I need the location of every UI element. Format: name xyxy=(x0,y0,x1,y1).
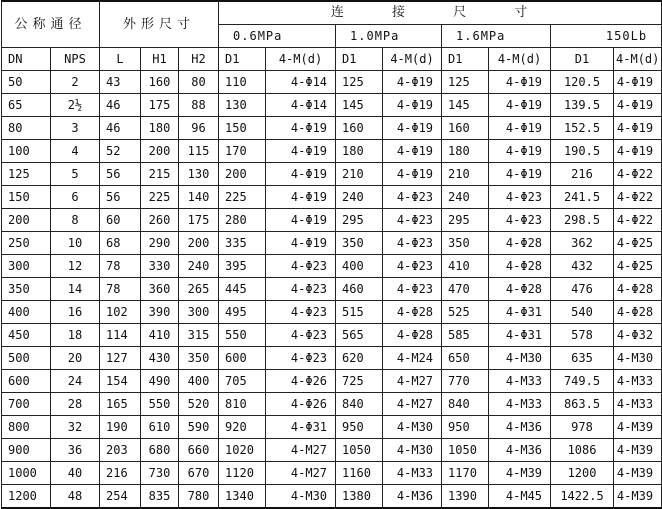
cell-bolts-1-6mpa: 4-Φ19 xyxy=(489,117,551,140)
cell-bolts-1-0mpa: 4-Φ23 xyxy=(383,232,442,255)
header-nominal-diameter: 公称通径 xyxy=(2,1,100,48)
cell-d1-1-6mpa: 585 xyxy=(442,324,489,347)
cell-d1-0-6mpa: 600 xyxy=(219,347,266,370)
cell-l: 127 xyxy=(100,347,141,370)
cell-dn: 150 xyxy=(2,186,51,209)
column-header-d1-150lb: D1 xyxy=(551,48,614,71)
cell-d1-0-6mpa: 1020 xyxy=(219,439,266,462)
table-row xyxy=(2,485,662,509)
cell-bolts-1-6mpa: 4-Φ28 xyxy=(489,232,551,255)
cell-bolts-1-0mpa: 4-Φ23 xyxy=(383,278,442,301)
cell-d1-0-6mpa: 920 xyxy=(219,416,266,439)
cell-d1-1-0mpa: 1380 xyxy=(336,485,383,509)
cell-d1-150lb: 1422.5 xyxy=(551,485,614,509)
header-pressure-0-6mpa: 0.6MPa xyxy=(219,25,336,48)
cell-h2: 400 xyxy=(179,370,219,393)
cell-d1-150lb: 241.5 xyxy=(551,186,614,209)
cell-h2: 315 xyxy=(179,324,219,347)
cell-bolts-1-6mpa: 4-M33 xyxy=(489,370,551,393)
cell-nps: 18 xyxy=(51,324,100,347)
cell-d1-150lb: 635 xyxy=(551,347,614,370)
cell-bolts-1-6mpa: 4-Φ23 xyxy=(489,186,551,209)
cell-bolts-1-6mpa: 4-Φ19 xyxy=(489,71,551,94)
cell-d1-1-6mpa: 240 xyxy=(442,186,489,209)
cell-dn: 65 xyxy=(2,94,51,117)
table-row xyxy=(2,140,662,163)
cell-d1-1-0mpa: 295 xyxy=(336,209,383,232)
cell-h2: 88 xyxy=(179,94,219,117)
table-row xyxy=(2,393,662,416)
cell-bolts-1-6mpa: 4-M36 xyxy=(489,439,551,462)
cell-bolts-1-6mpa: 4-Φ19 xyxy=(489,163,551,186)
cell-dn: 250 xyxy=(2,232,51,255)
cell-nps: 20 xyxy=(51,347,100,370)
cell-bolts-1-6mpa: 4-M39 xyxy=(489,462,551,485)
cell-d1-1-6mpa: 125 xyxy=(442,71,489,94)
cell-bolts-1-0mpa: 4-Φ23 xyxy=(383,255,442,278)
cell-d1-1-6mpa: 295 xyxy=(442,209,489,232)
table-row xyxy=(2,370,662,393)
cell-d1-0-6mpa: 280 xyxy=(219,209,266,232)
table-row xyxy=(2,163,662,186)
cell-d1-0-6mpa: 110 xyxy=(219,71,266,94)
cell-h1: 730 xyxy=(141,462,179,485)
cell-d1-0-6mpa: 1120 xyxy=(219,462,266,485)
cell-bolts-0-6mpa: 4-Φ23 xyxy=(266,255,336,278)
cell-dn: 350 xyxy=(2,278,51,301)
cell-bolts-0-6mpa: 4-Φ23 xyxy=(266,324,336,347)
cell-d1-150lb: 298.5 xyxy=(551,209,614,232)
cell-nps: 3 xyxy=(51,117,100,140)
cell-l: 254 xyxy=(100,485,141,509)
cell-d1-1-6mpa: 145 xyxy=(442,94,489,117)
cell-d1-1-0mpa: 620 xyxy=(336,347,383,370)
cell-dn: 100 xyxy=(2,140,51,163)
cell-bolts-0-6mpa: 4-Φ19 xyxy=(266,140,336,163)
cell-d1-0-6mpa: 200 xyxy=(219,163,266,186)
cell-h1: 835 xyxy=(141,485,179,509)
cell-d1-0-6mpa: 445 xyxy=(219,278,266,301)
cell-d1-1-0mpa: 240 xyxy=(336,186,383,209)
cell-d1-1-6mpa: 650 xyxy=(442,347,489,370)
cell-bolts-1-6mpa: 4-M33 xyxy=(489,393,551,416)
cell-l: 43 xyxy=(100,71,141,94)
cell-l: 56 xyxy=(100,186,141,209)
cell-nps: 5 xyxy=(51,163,100,186)
header-pressure-1-0mpa: 1.0MPa xyxy=(336,25,442,48)
cell-h2: 130 xyxy=(179,163,219,186)
cell-nps: 6 xyxy=(51,186,100,209)
cell-d1-1-0mpa: 565 xyxy=(336,324,383,347)
cell-h1: 160 xyxy=(141,71,179,94)
cell-dn: 125 xyxy=(2,163,51,186)
cell-h2: 80 xyxy=(179,71,219,94)
cell-h1: 290 xyxy=(141,232,179,255)
cell-d1-0-6mpa: 130 xyxy=(219,94,266,117)
cell-bolts-1-0mpa: 4-Φ23 xyxy=(383,209,442,232)
cell-l: 203 xyxy=(100,439,141,462)
cell-nps: 14 xyxy=(51,278,100,301)
table-row xyxy=(2,439,662,462)
cell-nps: 2½ xyxy=(51,94,100,117)
cell-d1-1-6mpa: 1390 xyxy=(442,485,489,509)
cell-bolts-1-6mpa: 4-M30 xyxy=(489,347,551,370)
cell-bolts-150lb: 4-Φ19 xyxy=(614,71,662,94)
cell-d1-1-6mpa: 840 xyxy=(442,393,489,416)
cell-bolts-1-0mpa: 4-Φ23 xyxy=(383,186,442,209)
cell-dn: 1200 xyxy=(2,485,51,509)
cell-d1-1-6mpa: 210 xyxy=(442,163,489,186)
column-header-d1-1-6mpa: D1 xyxy=(442,48,489,71)
cell-bolts-150lb: 4-M30 xyxy=(614,347,662,370)
cell-h2: 240 xyxy=(179,255,219,278)
cell-h1: 390 xyxy=(141,301,179,324)
cell-nps: 2 xyxy=(51,71,100,94)
cell-bolts-150lb: 4-Φ19 xyxy=(614,117,662,140)
cell-bolts-150lb: 4-M39 xyxy=(614,416,662,439)
table-row xyxy=(2,186,662,209)
column-header-l: L xyxy=(100,48,141,71)
cell-d1-1-6mpa: 1170 xyxy=(442,462,489,485)
cell-bolts-1-6mpa: 4-M36 xyxy=(489,416,551,439)
cell-bolts-150lb: 4-Φ22 xyxy=(614,186,662,209)
cell-d1-150lb: 1086 xyxy=(551,439,614,462)
cell-h1: 330 xyxy=(141,255,179,278)
cell-d1-1-0mpa: 725 xyxy=(336,370,383,393)
cell-h1: 200 xyxy=(141,140,179,163)
cell-bolts-1-6mpa: 4-Φ28 xyxy=(489,255,551,278)
cell-dn: 200 xyxy=(2,209,51,232)
cell-bolts-150lb: 4-M33 xyxy=(614,393,662,416)
cell-h1: 680 xyxy=(141,439,179,462)
cell-bolts-0-6mpa: 4-Φ14 xyxy=(266,94,336,117)
header-outline-dimensions: 外形尺寸 xyxy=(100,1,219,48)
cell-bolts-0-6mpa: 4-M30 xyxy=(266,485,336,509)
column-header-nps: NPS xyxy=(51,48,100,71)
table-row xyxy=(2,462,662,485)
cell-h1: 215 xyxy=(141,163,179,186)
cell-h2: 265 xyxy=(179,278,219,301)
cell-h1: 410 xyxy=(141,324,179,347)
cell-h2: 300 xyxy=(179,301,219,324)
cell-bolts-1-0mpa: 4-Φ28 xyxy=(383,324,442,347)
cell-bolts-0-6mpa: 4-Φ26 xyxy=(266,370,336,393)
cell-d1-0-6mpa: 395 xyxy=(219,255,266,278)
cell-d1-0-6mpa: 705 xyxy=(219,370,266,393)
table-row xyxy=(2,71,662,94)
cell-h1: 225 xyxy=(141,186,179,209)
cell-l: 68 xyxy=(100,232,141,255)
cell-l: 46 xyxy=(100,117,141,140)
cell-dn: 700 xyxy=(2,393,51,416)
cell-h2: 660 xyxy=(179,439,219,462)
table-body xyxy=(2,71,662,509)
cell-h1: 550 xyxy=(141,393,179,416)
cell-d1-1-0mpa: 1050 xyxy=(336,439,383,462)
cell-h1: 490 xyxy=(141,370,179,393)
cell-d1-0-6mpa: 225 xyxy=(219,186,266,209)
cell-bolts-150lb: 4-M39 xyxy=(614,439,662,462)
cell-nps: 32 xyxy=(51,416,100,439)
column-header-d1-1-0mpa: D1 xyxy=(336,48,383,71)
cell-h2: 520 xyxy=(179,393,219,416)
cell-d1-150lb: 540 xyxy=(551,301,614,324)
cell-nps: 24 xyxy=(51,370,100,393)
cell-nps: 4 xyxy=(51,140,100,163)
table-row xyxy=(2,416,662,439)
cell-d1-1-6mpa: 350 xyxy=(442,232,489,255)
cell-bolts-150lb: 4-Φ32 xyxy=(614,324,662,347)
cell-h1: 175 xyxy=(141,94,179,117)
cell-bolts-1-0mpa: 4-Φ19 xyxy=(383,163,442,186)
cell-bolts-0-6mpa: 4-Φ19 xyxy=(266,186,336,209)
cell-d1-0-6mpa: 150 xyxy=(219,117,266,140)
cell-d1-1-6mpa: 410 xyxy=(442,255,489,278)
cell-bolts-1-0mpa: 4-Φ19 xyxy=(383,140,442,163)
cell-bolts-150lb: 4-Φ22 xyxy=(614,209,662,232)
cell-h1: 610 xyxy=(141,416,179,439)
cell-bolts-1-0mpa: 4-M24 xyxy=(383,347,442,370)
header-pressure-150lb: 150Lb xyxy=(551,25,662,48)
cell-d1-150lb: 749.5 xyxy=(551,370,614,393)
table-row xyxy=(2,255,662,278)
cell-h2: 140 xyxy=(179,186,219,209)
cell-d1-150lb: 152.5 xyxy=(551,117,614,140)
cell-l: 114 xyxy=(100,324,141,347)
cell-bolts-150lb: 4-Φ19 xyxy=(614,140,662,163)
cell-d1-1-6mpa: 1050 xyxy=(442,439,489,462)
column-header-bolts-1-6mpa: 4-M(d) xyxy=(489,48,551,71)
table-row xyxy=(2,94,662,117)
cell-bolts-1-0mpa: 4-Φ28 xyxy=(383,301,442,324)
cell-h1: 430 xyxy=(141,347,179,370)
cell-d1-150lb: 190.5 xyxy=(551,140,614,163)
cell-bolts-1-6mpa: 4-Φ19 xyxy=(489,94,551,117)
cell-d1-0-6mpa: 550 xyxy=(219,324,266,347)
cell-bolts-150lb: 4-Φ28 xyxy=(614,301,662,324)
cell-bolts-0-6mpa: 4-Φ14 xyxy=(266,71,336,94)
table-row xyxy=(2,347,662,370)
cell-bolts-1-6mpa: 4-Φ31 xyxy=(489,324,551,347)
cell-bolts-1-6mpa: 4-Φ28 xyxy=(489,278,551,301)
cell-bolts-0-6mpa: 4-Φ31 xyxy=(266,416,336,439)
cell-d1-150lb: 139.5 xyxy=(551,94,614,117)
cell-bolts-1-0mpa: 4-Φ19 xyxy=(383,117,442,140)
cell-bolts-0-6mpa: 4-Φ19 xyxy=(266,209,336,232)
column-header-bolts-150lb: 4-M(d) xyxy=(614,48,662,71)
cell-bolts-0-6mpa: 4-Φ23 xyxy=(266,347,336,370)
cell-bolts-0-6mpa: 4-Φ23 xyxy=(266,278,336,301)
column-header-h1: H1 xyxy=(141,48,179,71)
column-header-bolts-1-0mpa: 4-M(d) xyxy=(383,48,442,71)
cell-d1-0-6mpa: 1340 xyxy=(219,485,266,509)
cell-bolts-1-0mpa: 4-M27 xyxy=(383,393,442,416)
cell-h2: 590 xyxy=(179,416,219,439)
cell-l: 78 xyxy=(100,255,141,278)
cell-bolts-0-6mpa: 4-Φ19 xyxy=(266,232,336,255)
cell-bolts-0-6mpa: 4-Φ19 xyxy=(266,163,336,186)
cell-dn: 600 xyxy=(2,370,51,393)
cell-bolts-1-6mpa: 4-Φ31 xyxy=(489,301,551,324)
cell-d1-0-6mpa: 170 xyxy=(219,140,266,163)
table-row xyxy=(2,232,662,255)
cell-bolts-1-6mpa: 4-M45 xyxy=(489,485,551,509)
cell-d1-1-6mpa: 470 xyxy=(442,278,489,301)
cell-d1-1-6mpa: 180 xyxy=(442,140,489,163)
cell-bolts-0-6mpa: 4-M27 xyxy=(266,462,336,485)
cell-dn: 500 xyxy=(2,347,51,370)
cell-dn: 900 xyxy=(2,439,51,462)
column-header-h2: H2 xyxy=(179,48,219,71)
cell-nps: 12 xyxy=(51,255,100,278)
cell-l: 102 xyxy=(100,301,141,324)
cell-d1-1-0mpa: 180 xyxy=(336,140,383,163)
cell-d1-1-0mpa: 1160 xyxy=(336,462,383,485)
table-row xyxy=(2,301,662,324)
dimension-table xyxy=(1,0,662,509)
cell-h2: 780 xyxy=(179,485,219,509)
cell-bolts-150lb: 4-Φ25 xyxy=(614,232,662,255)
cell-l: 56 xyxy=(100,163,141,186)
cell-bolts-1-0mpa: 4-M30 xyxy=(383,439,442,462)
cell-bolts-1-0mpa: 4-M30 xyxy=(383,416,442,439)
cell-d1-1-0mpa: 145 xyxy=(336,94,383,117)
cell-dn: 50 xyxy=(2,71,51,94)
cell-h2: 670 xyxy=(179,462,219,485)
cell-d1-1-6mpa: 525 xyxy=(442,301,489,324)
cell-dn: 450 xyxy=(2,324,51,347)
cell-l: 216 xyxy=(100,462,141,485)
table-row xyxy=(2,324,662,347)
cell-bolts-1-0mpa: 4-M27 xyxy=(383,370,442,393)
table-row xyxy=(2,209,662,232)
cell-bolts-150lb: 4-M39 xyxy=(614,485,662,509)
column-header-row xyxy=(2,48,662,71)
cell-d1-1-0mpa: 840 xyxy=(336,393,383,416)
cell-bolts-1-0mpa: 4-Φ19 xyxy=(383,94,442,117)
cell-dn: 400 xyxy=(2,301,51,324)
cell-l: 52 xyxy=(100,140,141,163)
cell-d1-150lb: 1200 xyxy=(551,462,614,485)
cell-nps: 28 xyxy=(51,393,100,416)
table-row xyxy=(2,278,662,301)
cell-d1-1-6mpa: 950 xyxy=(442,416,489,439)
cell-d1-1-0mpa: 950 xyxy=(336,416,383,439)
cell-dn: 800 xyxy=(2,416,51,439)
table-row xyxy=(2,117,662,140)
cell-d1-0-6mpa: 495 xyxy=(219,301,266,324)
cell-d1-1-6mpa: 770 xyxy=(442,370,489,393)
cell-d1-150lb: 578 xyxy=(551,324,614,347)
cell-d1-150lb: 216 xyxy=(551,163,614,186)
cell-d1-150lb: 476 xyxy=(551,278,614,301)
cell-bolts-0-6mpa: 4-M27 xyxy=(266,439,336,462)
cell-l: 78 xyxy=(100,278,141,301)
cell-bolts-0-6mpa: 4-Φ26 xyxy=(266,393,336,416)
cell-dn: 80 xyxy=(2,117,51,140)
cell-d1-1-0mpa: 460 xyxy=(336,278,383,301)
cell-nps: 40 xyxy=(51,462,100,485)
cell-h2: 350 xyxy=(179,347,219,370)
cell-d1-1-0mpa: 210 xyxy=(336,163,383,186)
header-pressure-1-6mpa: 1.6MPa xyxy=(442,25,551,48)
cell-bolts-1-0mpa: 4-M33 xyxy=(383,462,442,485)
cell-d1-150lb: 432 xyxy=(551,255,614,278)
cell-nps: 36 xyxy=(51,439,100,462)
cell-h1: 260 xyxy=(141,209,179,232)
cell-d1-1-0mpa: 400 xyxy=(336,255,383,278)
cell-bolts-1-6mpa: 4-Φ23 xyxy=(489,209,551,232)
cell-h2: 175 xyxy=(179,209,219,232)
column-header-bolts-0-6mpa: 4-M(d) xyxy=(266,48,336,71)
cell-dn: 300 xyxy=(2,255,51,278)
cell-bolts-150lb: 4-Φ28 xyxy=(614,278,662,301)
column-header-dn: DN xyxy=(2,48,51,71)
cell-bolts-1-0mpa: 4-Φ19 xyxy=(383,71,442,94)
cell-nps: 10 xyxy=(51,232,100,255)
cell-l: 46 xyxy=(100,94,141,117)
cell-h2: 96 xyxy=(179,117,219,140)
cell-bolts-0-6mpa: 4-Φ19 xyxy=(266,117,336,140)
cell-l: 60 xyxy=(100,209,141,232)
cell-bolts-1-0mpa: 4-M36 xyxy=(383,485,442,509)
cell-d1-1-0mpa: 125 xyxy=(336,71,383,94)
cell-l: 165 xyxy=(100,393,141,416)
cell-h2: 200 xyxy=(179,232,219,255)
cell-d1-150lb: 120.5 xyxy=(551,71,614,94)
cell-bolts-150lb: 4-Φ22 xyxy=(614,163,662,186)
cell-nps: 16 xyxy=(51,301,100,324)
cell-l: 190 xyxy=(100,416,141,439)
cell-nps: 48 xyxy=(51,485,100,509)
cell-l: 154 xyxy=(100,370,141,393)
cell-d1-0-6mpa: 810 xyxy=(219,393,266,416)
cell-d1-1-0mpa: 350 xyxy=(336,232,383,255)
cell-d1-150lb: 978 xyxy=(551,416,614,439)
cell-bolts-150lb: 4-M39 xyxy=(614,462,662,485)
cell-bolts-150lb: 4-M33 xyxy=(614,370,662,393)
cell-d1-1-6mpa: 160 xyxy=(442,117,489,140)
cell-d1-1-0mpa: 515 xyxy=(336,301,383,324)
cell-dn: 1000 xyxy=(2,462,51,485)
header-connection-dimensions: 连 接 尺 寸 xyxy=(219,1,662,25)
cell-bolts-150lb: 4-Φ25 xyxy=(614,255,662,278)
cell-bolts-150lb: 4-Φ19 xyxy=(614,94,662,117)
cell-h1: 180 xyxy=(141,117,179,140)
cell-h1: 360 xyxy=(141,278,179,301)
cell-d1-150lb: 863.5 xyxy=(551,393,614,416)
cell-h2: 115 xyxy=(179,140,219,163)
cell-d1-150lb: 362 xyxy=(551,232,614,255)
cell-d1-1-0mpa: 160 xyxy=(336,117,383,140)
cell-nps: 8 xyxy=(51,209,100,232)
cell-d1-0-6mpa: 335 xyxy=(219,232,266,255)
cell-bolts-1-6mpa: 4-Φ19 xyxy=(489,140,551,163)
column-header-d1-0-6mpa: D1 xyxy=(219,48,266,71)
cell-bolts-0-6mpa: 4-Φ23 xyxy=(266,301,336,324)
